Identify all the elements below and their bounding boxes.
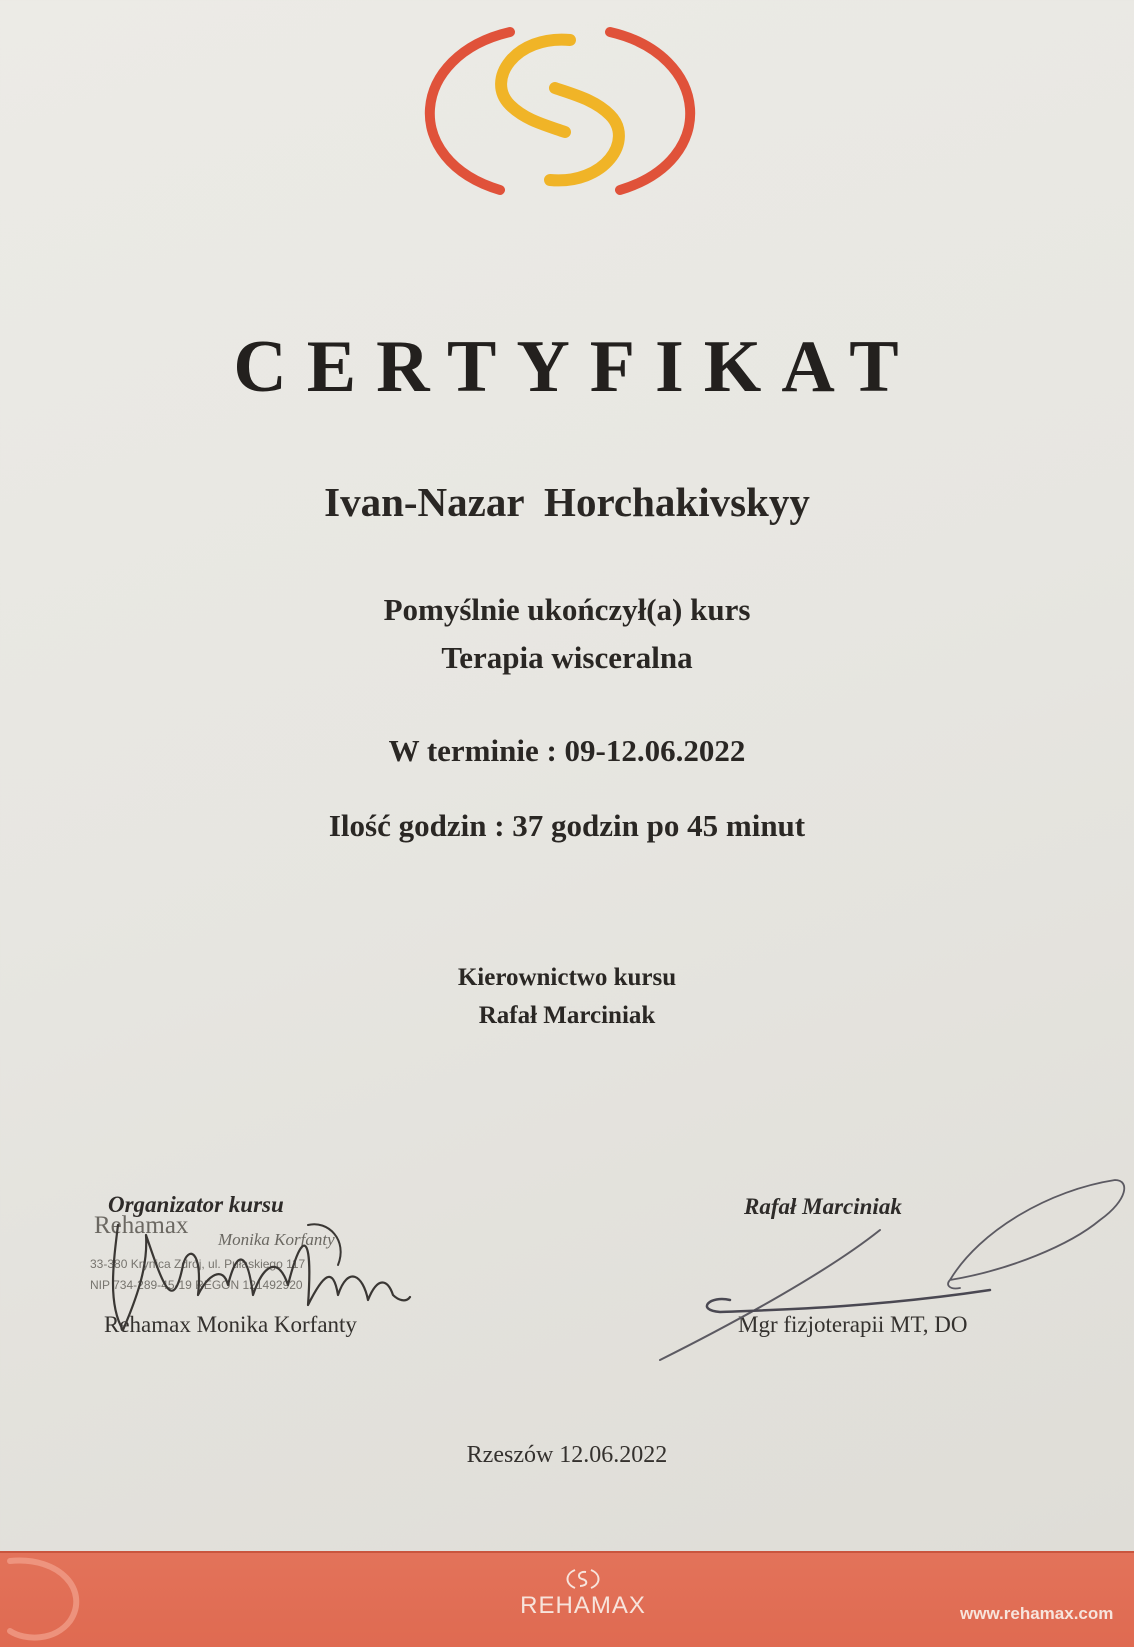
rehamax-logo-icon [400,20,720,200]
organizer-name: Rehamax Monika Korfanty [104,1312,357,1337]
recipient-name: Ivan-Nazar Horchakivskyy [324,479,810,525]
instructor-title: Mgr fizjoterapii MT, DO [738,1312,968,1337]
footer-brand: REHAMAX [520,1592,646,1619]
stamp-address: 33-380 Krynica Zdrój, ul. Pułaskiego 117 [90,1257,306,1271]
completion-text: Pomyślnie ukończył(a) kurs [383,592,751,627]
stamp-name: Monika Korfanty [218,1230,335,1249]
footer-divider [0,1551,1134,1553]
footer-logo-icon [563,1568,603,1590]
footer-url[interactable]: www.rehamax.com [960,1604,1114,1623]
management-name: Rafał Marciniak [478,1002,656,1029]
course-term: W terminie : 09-12.06.2022 [388,733,746,768]
organizer-label: Organizator kursu [108,1192,284,1217]
instructor-signature [650,1170,1134,1370]
stamp-ids: NIP 734-289-45-19 REGON 121492920 [90,1278,303,1292]
management-label: Kierownictwo kursu [457,964,677,991]
course-hours: Ilość godzin : 37 godzin po 45 minut [328,808,806,843]
organizer-signature [88,1205,418,1340]
certificate-title: CERTYFIKAT [233,326,919,408]
stamp-title: Rehamax [94,1212,189,1239]
place-date: Rzeszów 12.06.2022 [466,1442,668,1468]
instructor-label: Rafał Marciniak [744,1194,902,1219]
course-name: Terapia wisceralna [441,640,693,675]
